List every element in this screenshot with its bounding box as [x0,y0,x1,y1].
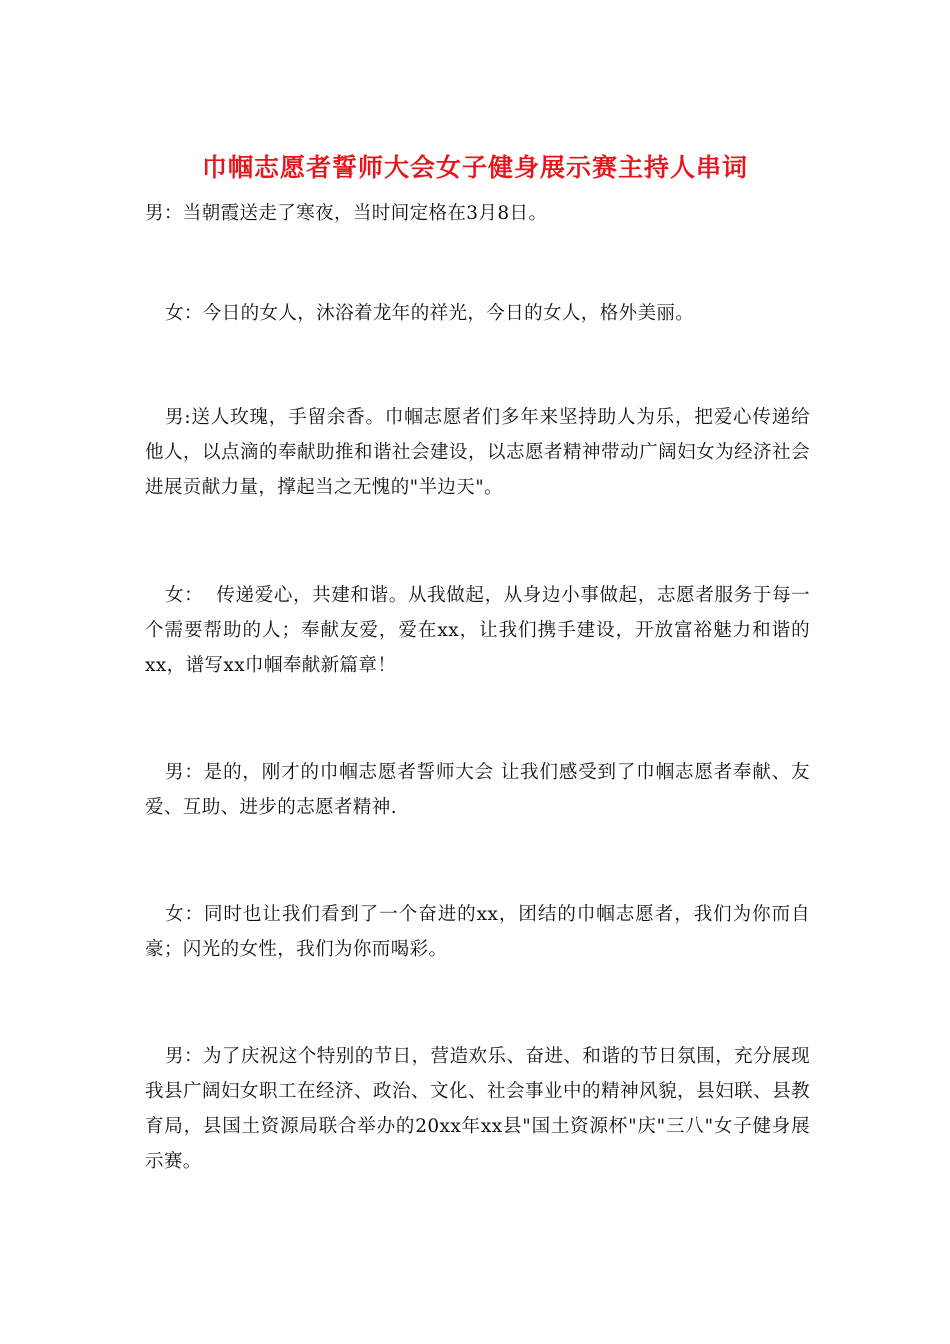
paragraph-6: 女：同时也让我们看到了一个奋进的xx，团结的巾帼志愿者，我们为你而自豪；闪光的女性，我们为你而喝彩。 [145,904,810,960]
paragraph-3: 男:送人玫瑰，手留余香。巾帼志愿者们多年来坚持助人为乐，把爱心传递给他人，以点滴的奉献助推和谐社会建设，以志愿者精神带动广阔妇女为经济社会进展贡献力量，撑起当之无愧的"半边天"。 [145,407,810,498]
document-title: 巾帼志愿者誓师大会女子健身展示赛主持人串词 [201,153,748,182]
paragraph-5: 男：是的，刚才的巾帼志愿者誓师大会 让我们感受到了巾帼志愿者奉献、友爱、互助、进步的志愿者精神. [145,762,810,818]
paragraph-4: 女： 传递爱心，共建和谐。从我做起，从身边小事做起，志愿者服务于每一个需要帮助的人；奉献友爱，爱在xx，让我们携手建设，开放富裕魅力和谐的xx，谱写xx巾帼奉献新篇章！ [145,585,810,676]
paragraph-7: 男：为了庆祝这个特别的节日，营造欢乐、奋进、和谐的节日氛围，充分展现我县广阔妇女职工在经济、政治、文化、社会事业中的精神风貌，县妇联、县教育局，县国土资源局联合举办的20xx年xx县"国土资源杯"庆"三八"女子健身展示赛。 [145,1046,810,1172]
paragraph-2: 女：今日的女人，沐浴着龙年的祥光，今日的女人，格外美丽。 [165,303,695,324]
paragraph-1: 男：当朝霞送走了寒夜，当时间定格在3月8日。 [145,203,548,224]
